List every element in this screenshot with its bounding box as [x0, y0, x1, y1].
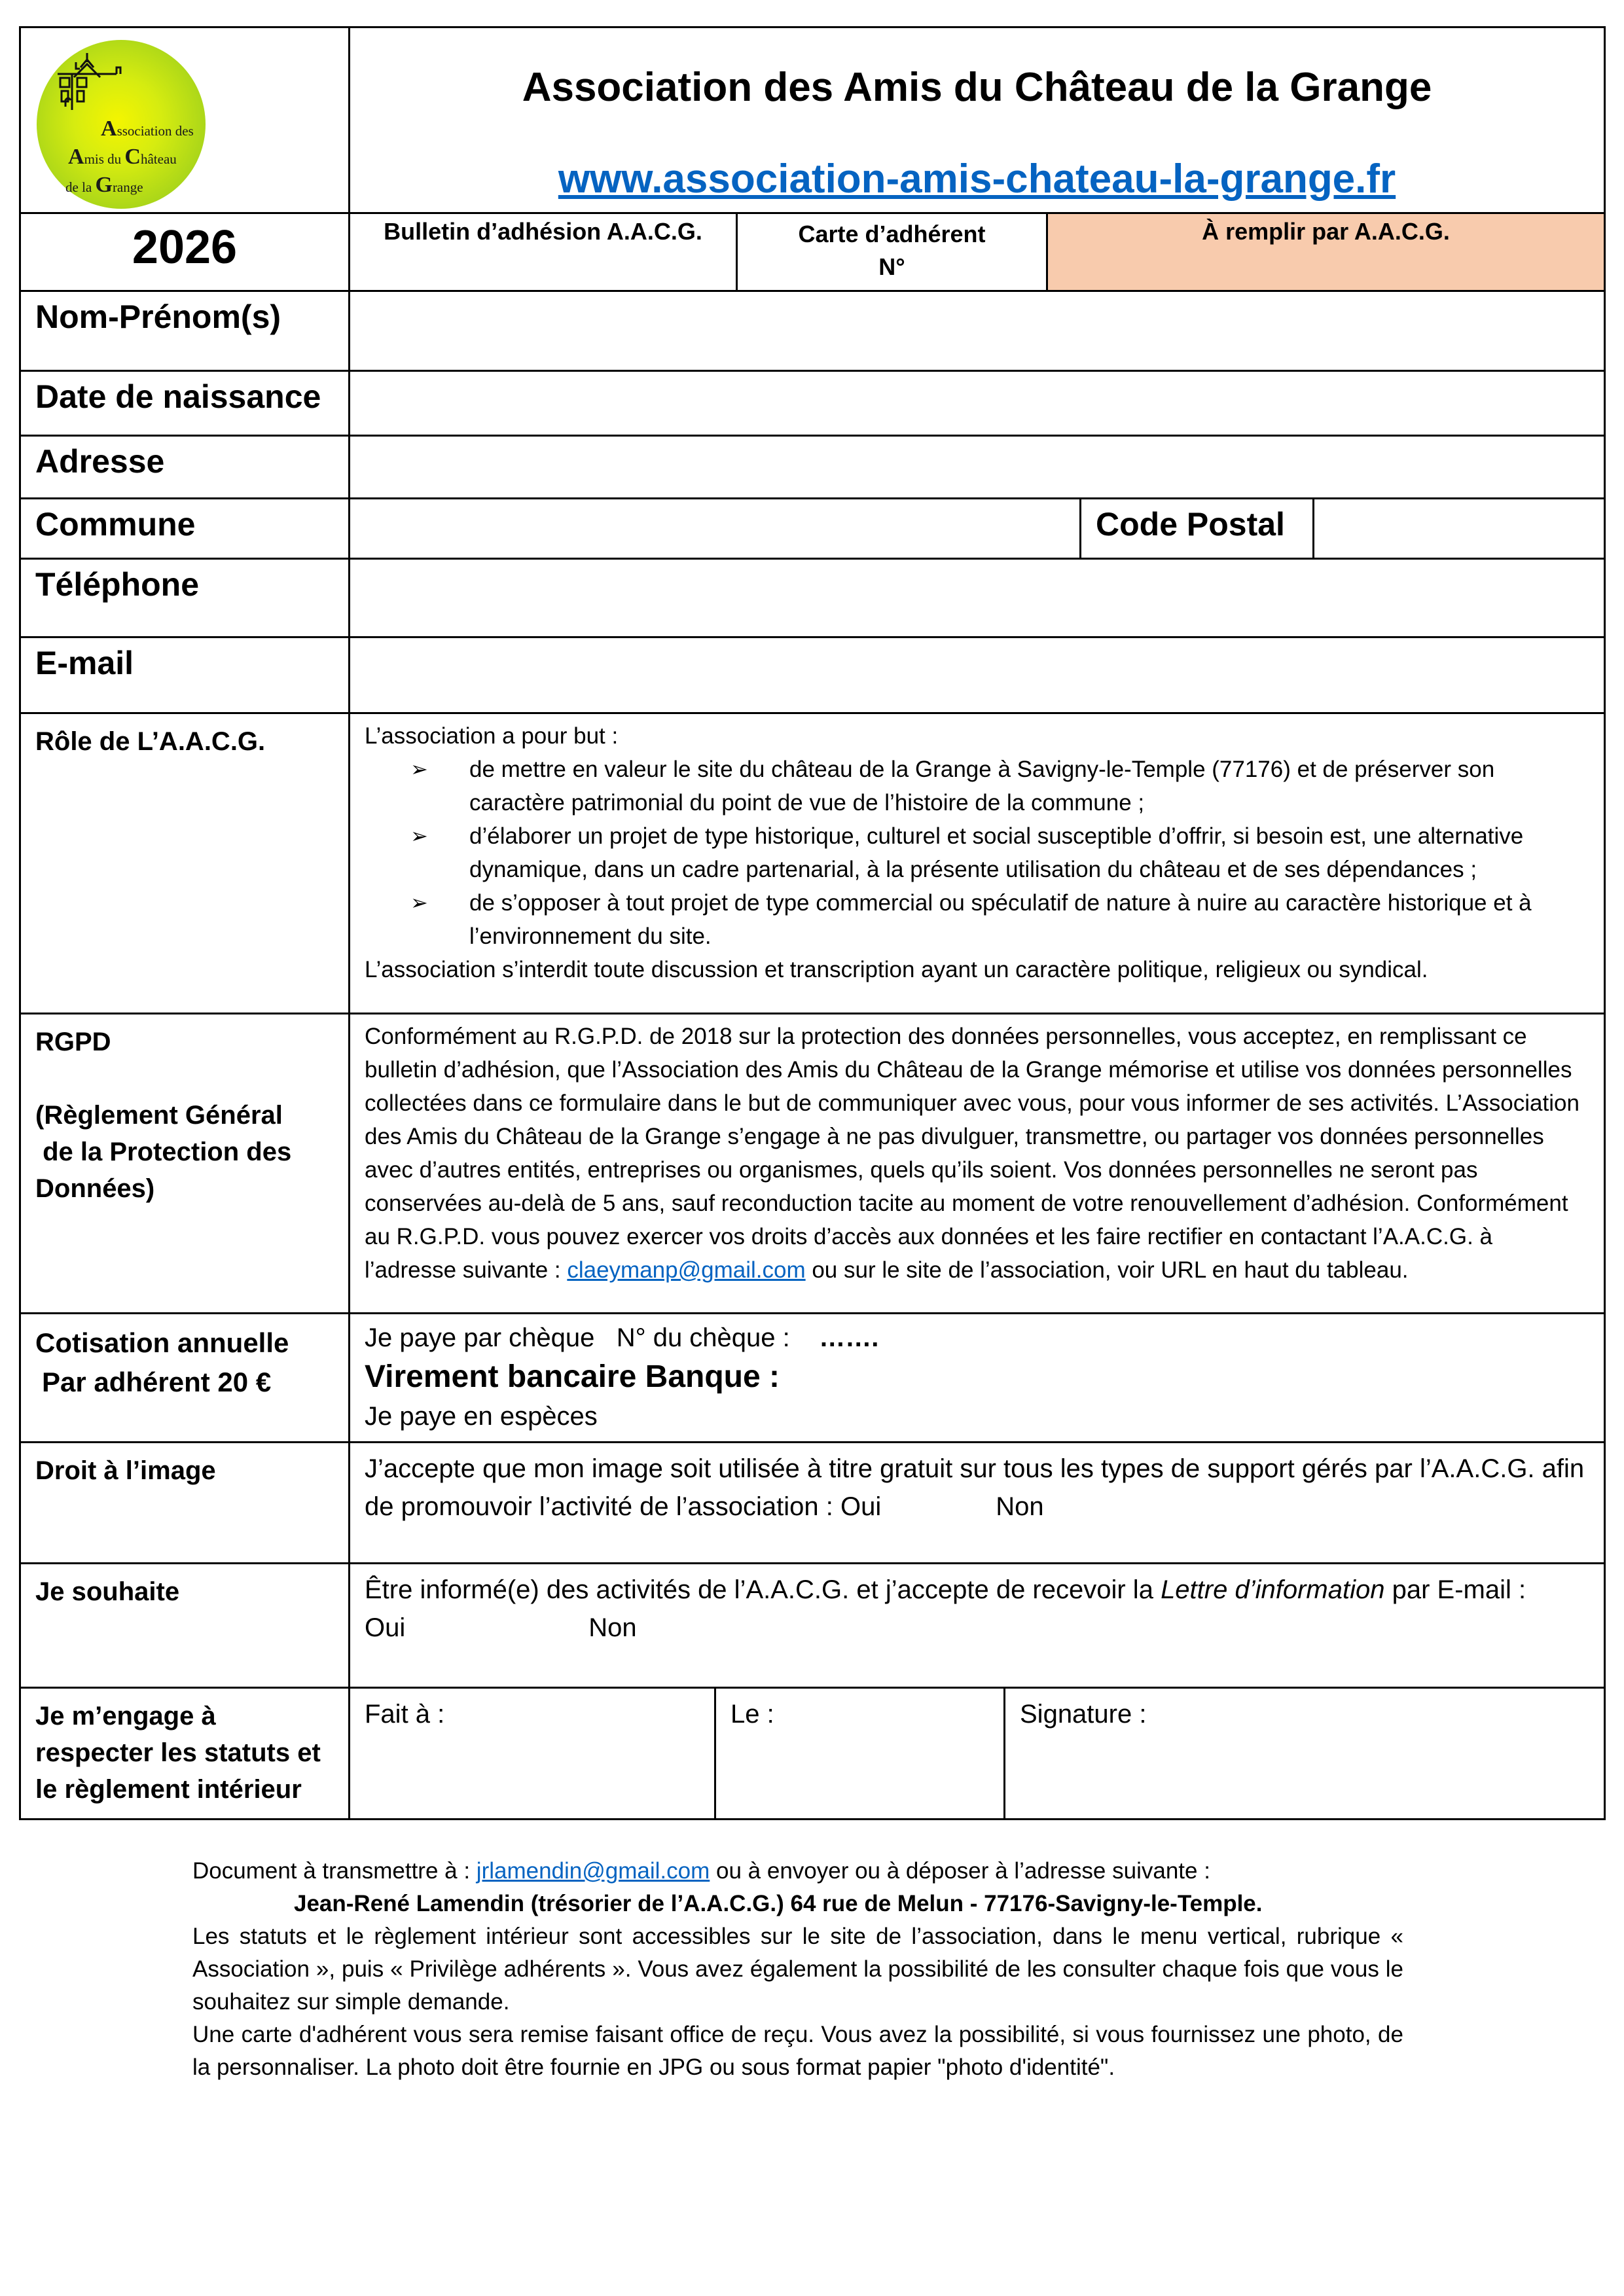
transmit-line: Document à transmettre à : jrlamendin@gmail.com ou à envoyer ou à déposer à l’adresse suivante :	[192, 1858, 1210, 1884]
droit-image-label: Droit à l’image	[19, 1441, 350, 1564]
carte-cell	[736, 212, 1048, 292]
adresse-label: Adresse	[19, 435, 350, 499]
role-bullet: ➢ de s’opposer à tout projet de type commercial ou spéculatif de nature à nuire au caractère historique et à l’environnement du site.	[365, 886, 1589, 953]
rgpd-label: RGPD (Règlement Général de la Protection des Données)	[19, 1013, 350, 1314]
website-link[interactable]: www.association-amis-chateau-la-grange.fr	[558, 156, 1396, 202]
virement-option[interactable]: Virement bancaire Banque :	[365, 1359, 780, 1394]
email-label: E-mail	[19, 636, 350, 714]
signature-field[interactable]: Signature :	[1003, 1687, 1606, 1820]
droit-image-content: J’accepte que mon image soit utilisée à titre gratuit sur tous les types de support gérés par l’A.A.C.G. afin de promouvoir l’activité de l’association : Oui Non	[348, 1441, 1606, 1564]
bulletin-cell	[348, 212, 738, 292]
souhaite-non-option[interactable]: Non	[588, 1613, 637, 1642]
code-postal-field[interactable]	[1312, 497, 1606, 560]
page-title: Association des Amis du Château de la Grange	[522, 65, 1432, 110]
nom-field[interactable]	[348, 290, 1606, 372]
commune-label: Commune	[19, 497, 350, 560]
telephone-field[interactable]	[348, 558, 1606, 638]
nom-label: Nom-Prénom(s)	[19, 290, 350, 372]
engagement-label: Je m’engage à respecter les statuts et le règlement intérieur	[19, 1687, 350, 1820]
role-intro: L’association a pour but :	[365, 723, 619, 749]
code-postal-label: Code Postal	[1079, 497, 1314, 560]
remplir-cell[interactable]	[1046, 212, 1606, 292]
naissance-field[interactable]	[348, 370, 1606, 437]
logo-text: de la Grange	[65, 173, 143, 197]
arrow-bullet-icon: ➢	[410, 824, 428, 848]
title-cell	[348, 26, 1606, 214]
role-outro: L’association s’interdit toute discussion et transcription ayant un caractère politique, religieux ou syndical.	[365, 957, 1428, 982]
souhaite-content: Être informé(e) des activités de l’A.A.C.G. et j’accepte de recevoir la Lettre d’information par E-mail : Oui Non	[348, 1562, 1606, 1689]
rgpd-content: Conformément au R.G.P.D. de 2018 sur la protection des données personnelles, vous acceptez, en remplissant ce bulletin d’adhésion, que l’Association des Amis du Château de la Grange mémorise et utilise vos données personnelles collectées dans ce formulaire dans le but de communiquer avec vous, pour vous informer de ses activités. L’Association des Amis du Château de la Grange s’engage à ne pas divulguer, transmettre, ou partager vos données personnelles avec d’autres entités, entreprises ou organismes, quels qu’ils soient. Vos données personnelles ne seront pas conservées au-delà de 5 ans, sauf reconduction tacite au moment de votre renouvellement d’adhésion. Conformément au R.G.P.D. vous pouvez exercer vos droits d’accès aux données et les faire rectifier en contactant l’A.A.C.G. à l’adresse suivante : claeymanp@gmail.com ou sur le site de l’association, voir URL en haut du tableau.	[348, 1013, 1606, 1314]
cheque-number-field[interactable]: …….	[819, 1323, 879, 1352]
remplir-label: À remplir par A.A.C.G.	[1202, 218, 1450, 245]
droit-image-non-option[interactable]: Non	[996, 1492, 1044, 1521]
role-content	[348, 712, 1606, 1014]
email-field[interactable]	[348, 636, 1606, 714]
rgpd-email-link[interactable]: claeymanp@gmail.com	[567, 1257, 806, 1283]
logo-text: Amis du Château	[68, 145, 177, 169]
association-logo	[37, 40, 206, 209]
cotisation-content	[348, 1312, 1606, 1443]
souhaite-oui-option[interactable]: Oui	[365, 1613, 406, 1642]
logo-text: Association des	[101, 117, 194, 141]
date-field[interactable]: Le :	[714, 1687, 1005, 1820]
souhaite-label: Je souhaite	[19, 1562, 350, 1689]
role-label: Rôle de L’A.A.C.G.	[19, 712, 350, 1014]
adresse-field[interactable]	[348, 435, 1606, 499]
commune-field[interactable]	[348, 497, 1081, 560]
logo-cell	[19, 26, 350, 214]
arrow-bullet-icon: ➢	[410, 891, 428, 914]
cotisation-label: Cotisation annuelle Par adhérent 20 €	[19, 1312, 350, 1443]
carte-number-label: N°	[878, 253, 905, 280]
treasurer-email-link[interactable]: jrlamendin@gmail.com	[476, 1858, 710, 1884]
footer-notes	[192, 1855, 1403, 2084]
year-cell	[19, 212, 350, 292]
chateau-icon	[51, 48, 130, 120]
bulletin-label: Bulletin d’adhésion A.A.C.G.	[384, 218, 702, 245]
telephone-label: Téléphone	[19, 558, 350, 638]
fait-a-field[interactable]: Fait à :	[348, 1687, 716, 1820]
role-bullet: ➢ de mettre en valeur le site du château de la Grange à Savigny-le-Temple (77176) et de préserver son caractère patrimonial du point de vue de l’histoire de la commune ;	[365, 753, 1589, 819]
cheque-option[interactable]: Je paye par chèque N° du chèque :	[365, 1323, 790, 1352]
role-bullet: ➢ d’élaborer un projet de type historique, culturel et social susceptible d’offrir, si besoin est, une alternative dynamique, dans un cadre partenarial, à la présente utilisation du château et de ses dépendances ;	[365, 819, 1589, 886]
year: 2026	[132, 221, 238, 274]
especes-option[interactable]: Je paye en espèces	[365, 1402, 598, 1431]
statuts-note: Les statuts et le règlement intérieur sont accessibles sur le site de l’association, dans le menu vertical, rubrique « Association », puis « Privilège adhérents ». Vous avez également la possibilité de les consulter chaque fois que vous le souhaitez sur simple demande.	[192, 1924, 1403, 2015]
carte-note: Une carte d'adhérent vous sera remise faisant office de reçu. Vous avez la possibilité, si vous fournissez une photo, de la personnaliser. La photo doit être fournie en JPG ou sous format papier "photo d'identité".	[192, 2022, 1403, 2080]
carte-label: Carte d’adhérent	[798, 221, 986, 247]
naissance-label: Date de naissance	[19, 370, 350, 437]
arrow-bullet-icon: ➢	[410, 757, 428, 781]
treasurer-address: Jean-René Lamendin (trésorier de l’A.A.C.G.) 64 rue de Melun - 77176-Savigny-le-Temple.	[294, 1891, 1263, 1916]
